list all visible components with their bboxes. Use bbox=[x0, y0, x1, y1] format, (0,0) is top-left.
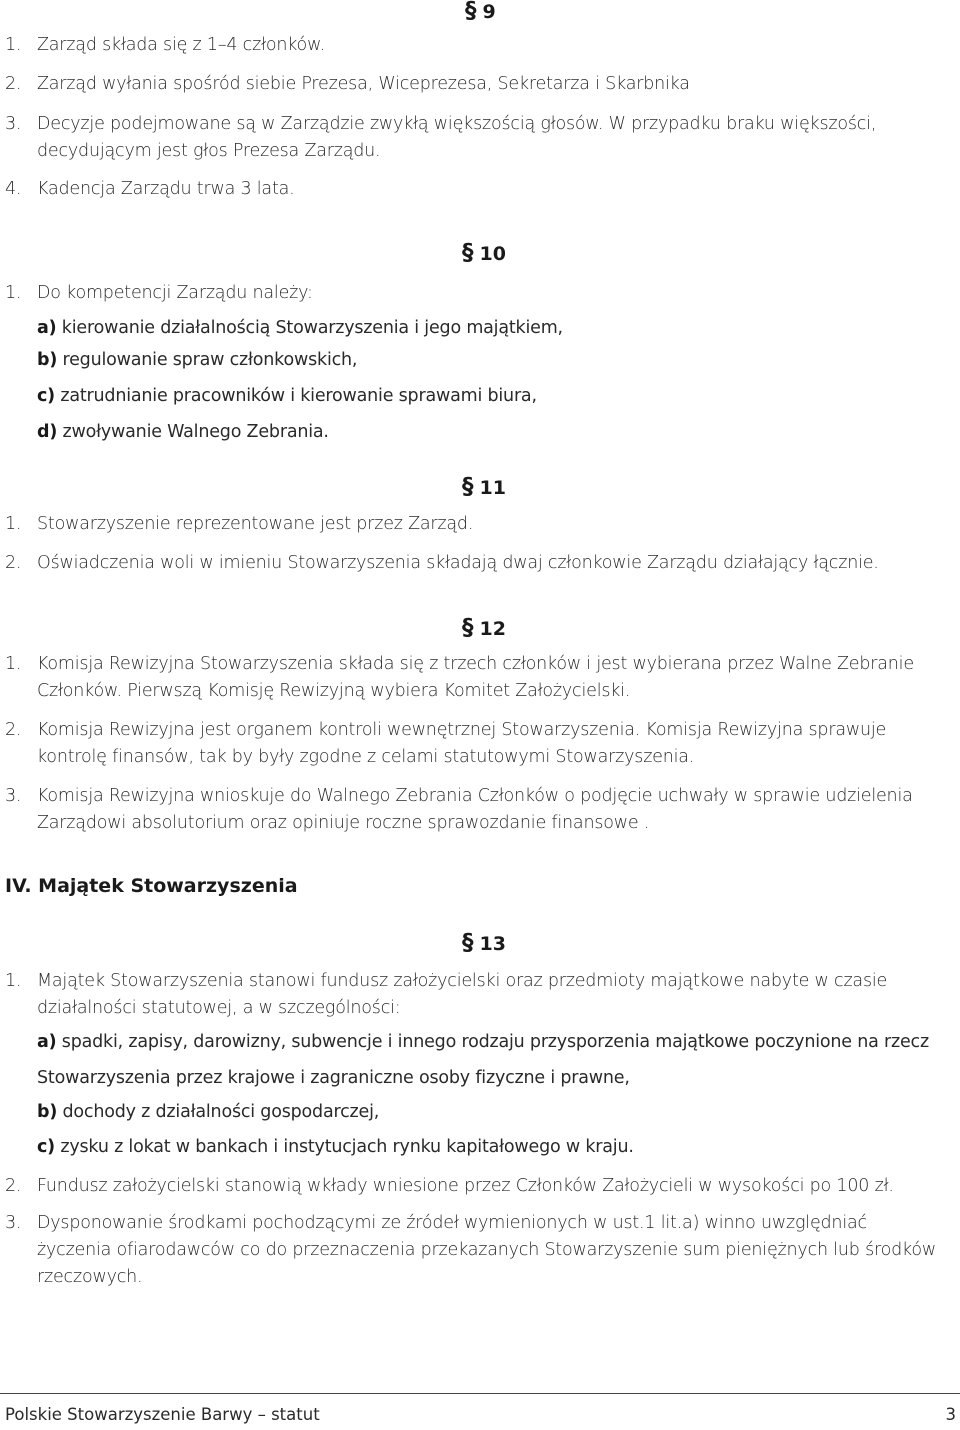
list-item: 1. Komisja Rewizyjna Stowarzyszenia składa się z trzech członków i jest wybierana przez Walne Zebranie Członków. Pierwszą Komisję Rewizyjną wybiera Komitet Założycielski. bbox=[5, 654, 914, 701]
paragraph-heading-10: § 10 bbox=[462, 240, 506, 266]
paragraph-heading-12: § 12 bbox=[462, 615, 506, 641]
section-symbol: § bbox=[465, 0, 477, 24]
section-symbol: § bbox=[462, 615, 474, 641]
footer-divider bbox=[0, 1393, 960, 1394]
list-item: 2. Komisja Rewizyjna jest organem kontroli wewnętrznej Stowarzyszenia. Komisja Rewizyjna sprawuje kontrolę finansów, tak by były zgodne z celami statutowymi Stowarzyszenia. bbox=[5, 720, 887, 767]
paragraph-heading-9: § 9 bbox=[465, 0, 496, 24]
list-item: 3. Dysponowanie środkami pochodzącymi ze źródeł wymienionych w ust.1 lit.a) winno uwzględniać życzenia ofiarodawców co do przeznaczenia przekazanych Stowarzyszenie sum pieniężnych lub środków rzeczowych. bbox=[5, 1213, 936, 1287]
sub-item: a) spadki, zapisy, darowizny, subwencje i innego rodzaju przysporzenia majątkowe poczynione na rzecz bbox=[37, 1032, 929, 1052]
section-symbol: § bbox=[462, 240, 474, 266]
list-item: 2. Zarząd wyłania spośród siebie Prezesa, Wiceprezesa, Sekretarza i Skarbnika bbox=[5, 74, 690, 94]
section-symbol: § bbox=[462, 474, 474, 500]
list-item: 4. Kadencja Zarządu trwa 3 lata. bbox=[5, 179, 295, 199]
list-item: 1. Stowarzyszenie reprezentowane jest przez Zarząd. bbox=[5, 514, 474, 534]
list-item: 3. Decyzje podejmowane są w Zarządzie zwykłą większością głosów. W przypadku braku większości, decydującym jest głos Prezesa Zarządu. bbox=[5, 114, 877, 161]
list-item: 3. Komisja Rewizyjna wnioskuje do Walnego Zebrania Członków o podjęcie uchwały w sprawie udzielenia Zarządowi absolutorium oraz opiniuje roczne sprawozdanie finansowe . bbox=[5, 786, 913, 833]
section-title: IV. Majątek Stowarzyszenia bbox=[5, 875, 298, 897]
footer-title: Polskie Stowarzyszenie Barwy – statut bbox=[5, 1405, 320, 1424]
page-number: 3 bbox=[945, 1405, 956, 1424]
list-item: 1. Zarząd składa się z 1–4 członków. bbox=[5, 35, 325, 55]
list-item: 1. Majątek Stowarzyszenia stanowi fundusz założycielski oraz przedmioty majątkowe nabyte w czasie działalności statutowej, a w szczególności: bbox=[5, 971, 888, 1018]
sub-item: c) zatrudnianie pracowników i kierowanie sprawami biura, bbox=[37, 386, 537, 406]
paragraph-heading-11: § 11 bbox=[462, 474, 506, 500]
sub-item: b) dochody z działalności gospodarczej, bbox=[37, 1102, 380, 1122]
list-item: 2. Oświadczenia woli w imieniu Stowarzyszenia składają dwaj członkowie Zarządu działający łącznie. bbox=[5, 553, 879, 573]
sub-item: Stowarzyszenia przez krajowe i zagraniczne osoby fizyczne i prawne, bbox=[37, 1068, 630, 1088]
list-item: 2. Fundusz założycielski stanowią wkłady wniesione przez Członków Założycieli w wysokości po 100 zł. bbox=[5, 1176, 894, 1196]
sub-item: b) regulowanie spraw członkowskich, bbox=[37, 350, 358, 370]
list-item: 1. Do kompetencji Zarządu należy: bbox=[5, 283, 313, 303]
paragraph-heading-13: § 13 bbox=[462, 930, 506, 956]
sub-item: d) zwoływanie Walnego Zebrania. bbox=[37, 422, 329, 442]
sub-item: c) zysku z lokat w bankach i instytucjach rynku kapitałowego w kraju. bbox=[37, 1137, 634, 1157]
sub-item: a) kierowanie działalnością Stowarzyszenia i jego majątkiem, bbox=[37, 318, 563, 338]
section-symbol: § bbox=[462, 930, 474, 956]
